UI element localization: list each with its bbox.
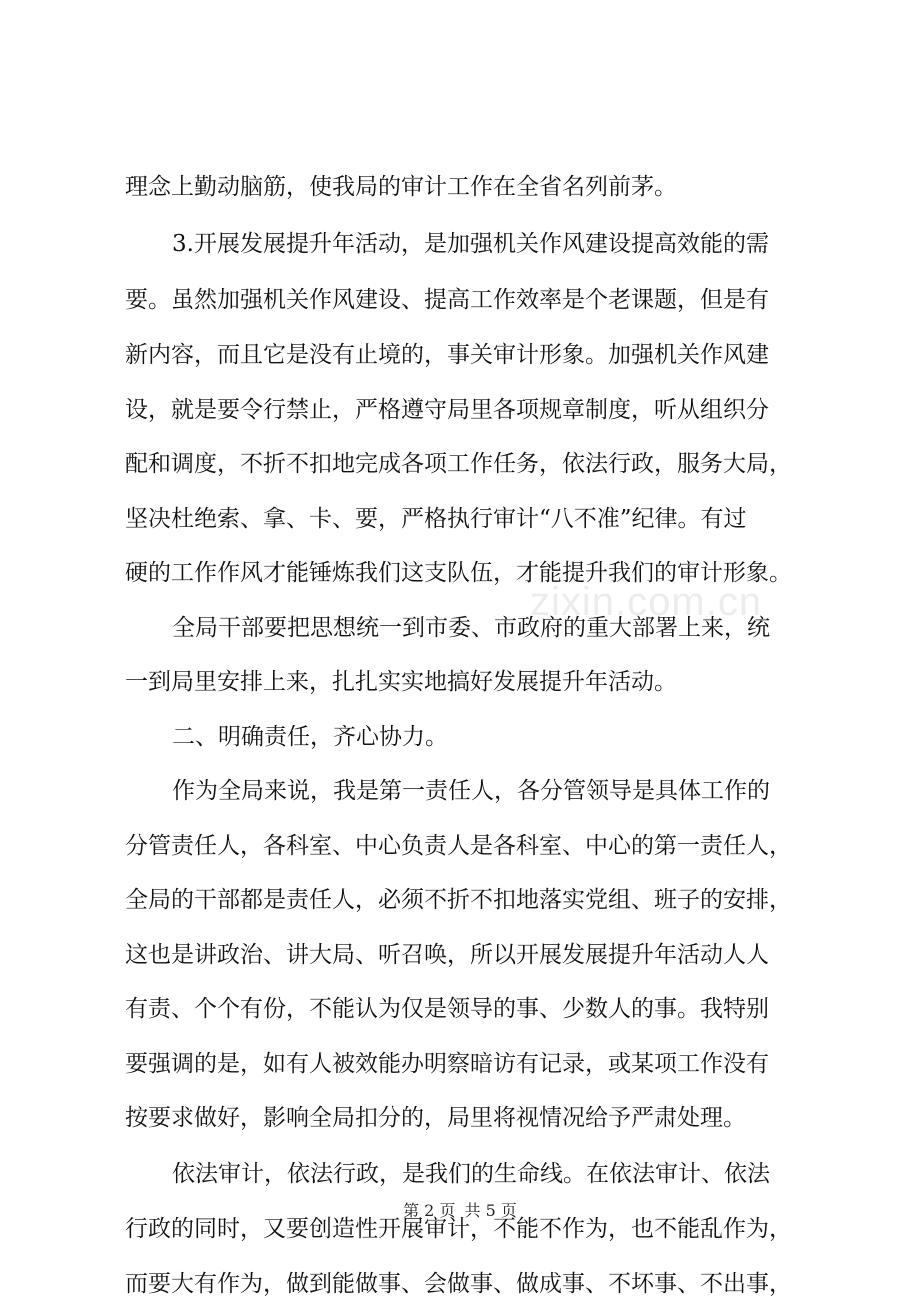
text-line: 全局干部要把思想统一到市委、市政府的重大部署上来，统	[172, 615, 770, 641]
text-line: 新内容，而且它是没有止境的，事关审计形象。加强机关作风建	[125, 342, 769, 368]
text-line: 理念上勤动脑筋，使我局的审计工作在全省名列前茅。	[125, 174, 677, 200]
text-line: 设，就是要令行禁止，严格遵守局里各项规章制度，听从组织分	[125, 397, 769, 423]
text-line: 全局的干部都是责任人，必须不折不扣地落实党组、班子的安排，	[125, 887, 792, 913]
watermark: zixin.com.cn	[530, 580, 763, 624]
text-line: 有责、个个有份，不能认为仅是领导的事、少数人的事。我特别	[125, 996, 769, 1022]
page-total: 共 5 页	[464, 1201, 517, 1220]
text-line: 要强调的是，如有人被效能办明察暗访有记录，或某项工作没有	[125, 1051, 769, 1077]
text-line: 分管责任人，各科室、中心负责人是各科室、中心的第一责任人，	[125, 833, 792, 859]
text-line: 要。虽然加强机关作风建设、提高工作效率是个老课题，但是有	[125, 287, 769, 313]
text-line: 行政的同时，又要创造性开展审计，不能不作为，也不能乱作为，	[125, 1216, 792, 1242]
text-line: 坚决杜绝索、拿、卡、要，严格执行审计“八不准”纪律。有过	[125, 506, 747, 532]
text-line: 作为全局来说，我是第一责任人，各分管领导是具体工作的	[172, 778, 770, 804]
text-line: 而要大有作为，做到能做事、会做事、做成事、不坏事、不出事，	[125, 1271, 792, 1297]
page-footer	[0, 1201, 920, 1221]
section-heading: 二、明确责任，齐心协力。	[172, 724, 448, 750]
text-line: 3.开展发展提升年活动，是加强机关作风建设提高效能的需	[172, 231, 769, 257]
page-number: 第 2 页	[403, 1201, 456, 1220]
text-line: 这也是讲政治、讲大局、听召唤，所以开展发展提升年活动人人	[125, 942, 769, 968]
text-line: 依法审计，依法行政，是我们的生命线。在依法审计、依法	[172, 1161, 770, 1187]
text-line: 按要求做好，影响全局扣分的，局里将视情况给予严肃处理。	[125, 1105, 746, 1131]
text-line: 硬的工作作风才能锤炼我们这支队伍，才能提升我们的审计形象。	[125, 560, 792, 586]
text-line: 配和调度，不折不扣地完成各项工作任务，依法行政，服务大局，	[125, 451, 792, 477]
text-line: 一到局里安排上来，扎扎实实地搞好发展提升年活动。	[125, 669, 677, 695]
